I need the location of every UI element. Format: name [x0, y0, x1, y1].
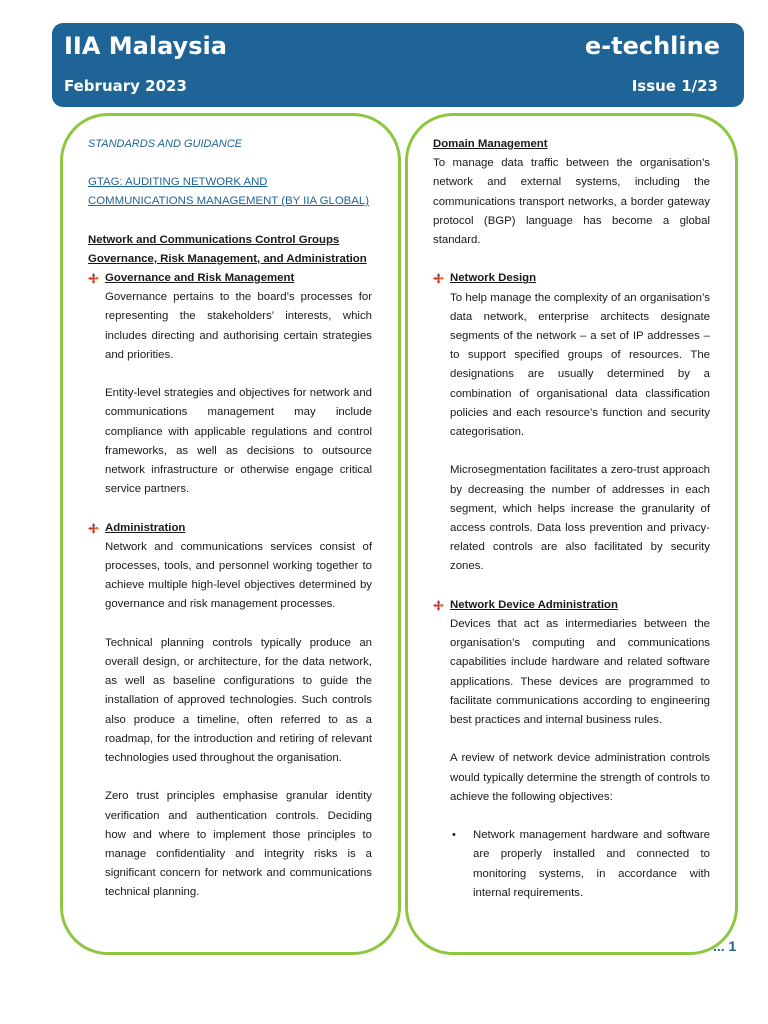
section-label: STANDARDS AND GUIDANCE: [88, 138, 243, 150]
issue-number: Issue 1/23: [631, 77, 718, 95]
network-design-heading: [433, 269, 710, 288]
device-admin-heading-label: Network Device Administration: [450, 598, 618, 611]
list-item: [433, 826, 710, 903]
four-arrows-cross-icon: [88, 273, 99, 284]
bullet-dot: •: [452, 829, 456, 842]
domain-paragraph-1: To manage data traffic between the organisation’s network and external systems, including the communications transport networks, a border gateway protocol (BGP) language has become a global standard.: [433, 157, 710, 247]
design-paragraph-1: To help manage the complexity of an organisation’s data network, enterprise architects designate segments of the network – a set of IP addresses – to support specified groups of resources. The designations are usually determined by a combination of organisational data classification policies and each resource’s function and security categorisation.: [450, 291, 710, 439]
administration-heading-label: Administration: [105, 521, 186, 534]
administration-heading: [88, 519, 372, 538]
governance-heading: [88, 269, 372, 288]
design-paragraph-2: Microsegmentation facilitates a zero-trust approach by decreasing the number of addresses in each segment, which helps increase the granularity of access controls. Data loss prevention and privacy-related controls are also facilitated by security zones.: [450, 464, 710, 573]
article-title-link[interactable]: GTAG: AUDITING NETWORK AND COMMUNICATIONS MANAGEMENT (BY IIA GLOBAL): [88, 176, 370, 208]
network-design-heading-label: Network Design: [450, 272, 537, 285]
device-paragraph-2: A review of network device administration controls would typically determine the strength of controls to achieve the following objectives:: [450, 752, 710, 803]
administration-paragraph-2: Technical planning controls typically produce an overall design, or architecture, for the data network, as well as baseline configurations to guide the installation of approved technologies. Such controls also produce a timeline, often referred to as a roadmap, for the introduction and retiring of relevant technologies used throughout the organisation.: [105, 636, 372, 765]
administration-paragraph-3: Zero trust principles emphasise granular identity verification and authentication controls. Deciding how and where to implement those principles to manage confidentiality and integrity risks is a significant concern for network and communications technical planning.: [105, 790, 372, 899]
right-column-content: [433, 135, 710, 903]
governance-paragraph-2: Entity-level strategies and objectives for network and communications management may include compliance with applicable regulations and control frameworks, as well as decisions to outsource network infrastructure or otherwise engage critical service partners.: [105, 387, 372, 496]
four-arrows-cross-icon: [433, 273, 444, 284]
governance-heading-label: Governance and Risk Management: [105, 272, 295, 284]
left-column-content: [88, 135, 372, 903]
issue-date: February 2023: [64, 77, 187, 95]
newsletter-name: e-techline: [584, 32, 720, 60]
four-arrows-cross-icon: [88, 523, 99, 534]
heading-governance-admin: Governance, Risk Management, and Administration: [88, 252, 367, 265]
domain-management-heading: Domain Management: [433, 138, 548, 150]
device-paragraph-1: Devices that act as intermediaries between the organisation’s computing and communications capabilities include hardware and related software applications. These devices are programmed to facilitate communications according to engineering best practices and internal business rules.: [450, 618, 710, 727]
heading-control-groups: Network and Communications Control Groups: [88, 233, 340, 246]
administration-paragraph-1: Network and communications services consist of processes, tools, and personnel working together to achieve multiple high-level objectives determined by governance and risk management processes.: [105, 540, 372, 611]
page-number: ... 1: [713, 938, 737, 954]
header-banner: [52, 23, 744, 107]
newsletter-org-title: IIA Malaysia: [64, 32, 227, 60]
bullet-item-1: Network management hardware and software are properly installed and connected to monitoring systems, in accordance with internal requirements.: [473, 829, 710, 899]
four-arrows-cross-icon: [433, 600, 444, 611]
device-admin-heading: [433, 596, 710, 615]
governance-paragraph-1: Governance pertains to the board’s processes for representing the stakeholders’ interests, which includes directing and authorising certain strategies and priorities.: [105, 291, 372, 361]
